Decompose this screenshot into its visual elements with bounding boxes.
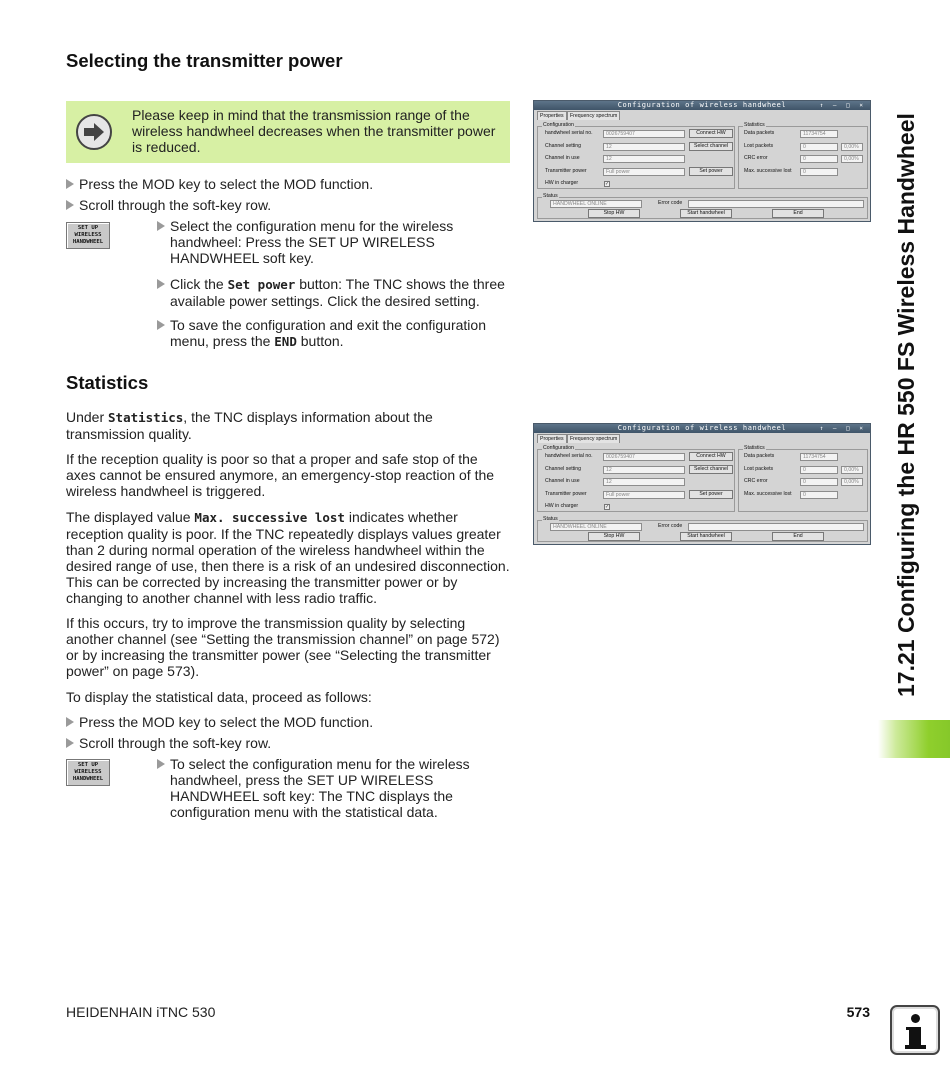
connect-hw-button[interactable]: Connect HW (689, 452, 733, 461)
status-group: Status HANDWHEEL ONLINE Error code Stop HW Start handwheel End (537, 197, 868, 219)
chapter-tab-marker (878, 720, 950, 758)
stop-hw-button[interactable]: Stop HW (588, 532, 640, 541)
end-button[interactable]: End (772, 532, 824, 541)
crc-error-field: 0 (800, 478, 838, 486)
transmitter-power-field: Full power (603, 491, 685, 499)
list-item: Scroll through the soft-key row. (66, 197, 511, 213)
dialog-titlebar: Configuration of wireless handwheel ↑ – □ × (534, 424, 870, 433)
configuration-group: Configuration handwheel serial no. 0026759407 Connect HW Channel setting 12 Select channel Channel in use 12 Transmitter power Full power Set power HW in charger ✓ (537, 449, 735, 512)
lost-packets-percent: 0,00% (841, 143, 863, 151)
connect-hw-button[interactable]: Connect HW (689, 129, 733, 138)
channel-setting-field: 12 (603, 143, 685, 151)
tab-frequency-spectrum[interactable]: Frequency spectrum (567, 434, 620, 443)
max-successive-lost-field: 0 (800, 168, 838, 176)
note-box (66, 101, 510, 163)
section-title-transmitter-power: Selecting the transmitter power (66, 50, 343, 71)
configuration-group: Configuration handwheel serial no. 0026759407 Connect HW Channel setting 12 Select channel Channel in use 12 Transmitter power Full power Set power HW in charger ✓ (537, 126, 735, 189)
statistics-group: Statistics Data packets 11734754 Lost packets 0 0,00% CRC error 0 0,00% Max. successive lost 0 (738, 449, 868, 512)
list-item: Press the MOD key to select the MOD function. (66, 176, 511, 192)
list-item: Click the Set power button: The TNC shows the three available power settings. Click the desired setting. (157, 276, 512, 309)
config-dialog-screenshot (533, 100, 871, 222)
status-group: Status HANDWHEEL ONLINE Error code Stop HW Start handwheel End (537, 520, 868, 542)
bullet-triangle-icon (157, 759, 165, 769)
hw-in-charger-checkbox[interactable]: ✓ (605, 504, 610, 510)
status-field: HANDWHEEL ONLINE (550, 200, 642, 208)
serial-number-field: 0026759407 (603, 453, 685, 461)
start-handwheel-button[interactable]: Start handwheel (680, 532, 732, 541)
channel-in-use-field: 12 (603, 155, 685, 163)
bullet-triangle-icon (157, 320, 165, 330)
crc-error-field: 0 (800, 155, 838, 163)
start-handwheel-button[interactable]: Start handwheel (680, 209, 732, 218)
stop-hw-button[interactable]: Stop HW (588, 209, 640, 218)
list-item: Press the MOD key to select the MOD function. (66, 714, 511, 730)
lost-packets-field: 0 (800, 466, 838, 474)
list-item: Scroll through the soft-key row. (66, 735, 511, 751)
select-channel-button[interactable]: Select channel (689, 142, 733, 151)
paragraph: To display the statistical data, proceed as follows: (66, 689, 372, 705)
dialog-titlebar: Configuration of wireless handwheel ↑ – □ × (534, 101, 870, 110)
paragraph: If this occurs, try to improve the transmission quality by selecting another channel (see “Setting the transmission channel” on page 572) or by increasing the transmitter power (see “Selecting the transmitter power” on page 573). (66, 615, 500, 679)
max-successive-lost-field: 0 (800, 491, 838, 499)
tab-properties[interactable]: Properties (537, 111, 567, 120)
bullet-triangle-icon (66, 200, 74, 210)
chapter-side-title: 17.21 Configuring the HR 550 FS Wireless Handwheel (893, 113, 919, 697)
lost-packets-percent: 0,00% (841, 466, 863, 474)
transmitter-power-field: Full power (603, 168, 685, 176)
set-power-button[interactable]: Set power (689, 167, 733, 176)
end-button[interactable]: End (772, 209, 824, 218)
statistics-group: Statistics Data packets 11734754 Lost packets 0 0,00% CRC error 0 0,00% Max. successive lost 0 (738, 126, 868, 189)
bullet-triangle-icon (157, 279, 165, 289)
channel-setting-field: 12 (603, 466, 685, 474)
status-field: HANDWHEEL ONLINE (550, 523, 642, 531)
crc-error-percent: 0,00% (841, 155, 863, 163)
crc-error-percent: 0,00% (841, 478, 863, 486)
list-item: Select the configuration menu for the wireless handwheel: Press the SET UP WIRELESS HANDWHEEL soft key. (157, 218, 477, 266)
serial-number-field: 0026759407 (603, 130, 685, 138)
section-title-statistics: Statistics (66, 372, 149, 393)
arrow-right-icon (76, 114, 112, 150)
paragraph: The displayed value Max. successive lost indicates whether reception quality is poor. If the TNC repeatedly displays values greater than 2 during normal operation of the wireless handwheel within the desired range of use, then there is a risk of an undesired disconnection. This can be corrected by increasing the transmitter power or by changing to another channel with less radio traffic. (66, 509, 510, 606)
bullet-triangle-icon (66, 738, 74, 748)
paragraph: Under Statistics, the TNC displays information about the transmission quality. (66, 409, 433, 442)
error-code-field (688, 523, 864, 531)
bullet-triangle-icon (66, 179, 74, 189)
channel-in-use-field: 12 (603, 478, 685, 486)
footer-manual-name: HEIDENHAIN iTNC 530 (66, 1004, 216, 1020)
select-channel-button[interactable]: Select channel (689, 465, 733, 474)
paragraph: If the reception quality is poor so that a proper and safe stop of the axes cannot be ensured anymore, an emergency-stop reaction of the wireless handwheel is triggered. (66, 451, 495, 499)
hw-in-charger-checkbox[interactable]: ✓ (605, 181, 610, 187)
error-code-field (688, 200, 864, 208)
softkey-setup-wireless-handwheel[interactable]: SET UP WIRELESS HANDWHEEL (66, 759, 110, 786)
info-icon (890, 1005, 940, 1055)
lost-packets-field: 0 (800, 143, 838, 151)
set-power-button[interactable]: Set power (689, 490, 733, 499)
list-item: To select the configuration menu for the wireless handwheel, press the SET UP WIRELESS HANDWHEEL soft key: The TNC displays the configuration menu with the statistical data. (157, 756, 492, 820)
data-packets-field: 11734754 (800, 130, 838, 138)
bullet-triangle-icon (157, 221, 165, 231)
list-item: To save the configuration and exit the configuration menu, press the END button. (157, 317, 512, 350)
tab-frequency-spectrum[interactable]: Frequency spectrum (567, 111, 620, 120)
softkey-setup-wireless-handwheel[interactable]: SET UP WIRELESS HANDWHEEL (66, 222, 110, 249)
note-text: Please keep in mind that the transmission range of the wireless handwheel decreases when the transmitter power is reduced. (132, 107, 496, 155)
data-packets-field: 11734754 (800, 453, 838, 461)
tab-properties[interactable]: Properties (537, 434, 567, 443)
bullet-triangle-icon (66, 717, 74, 727)
page-number: 573 (846, 1004, 870, 1020)
config-dialog-screenshot (533, 423, 871, 545)
